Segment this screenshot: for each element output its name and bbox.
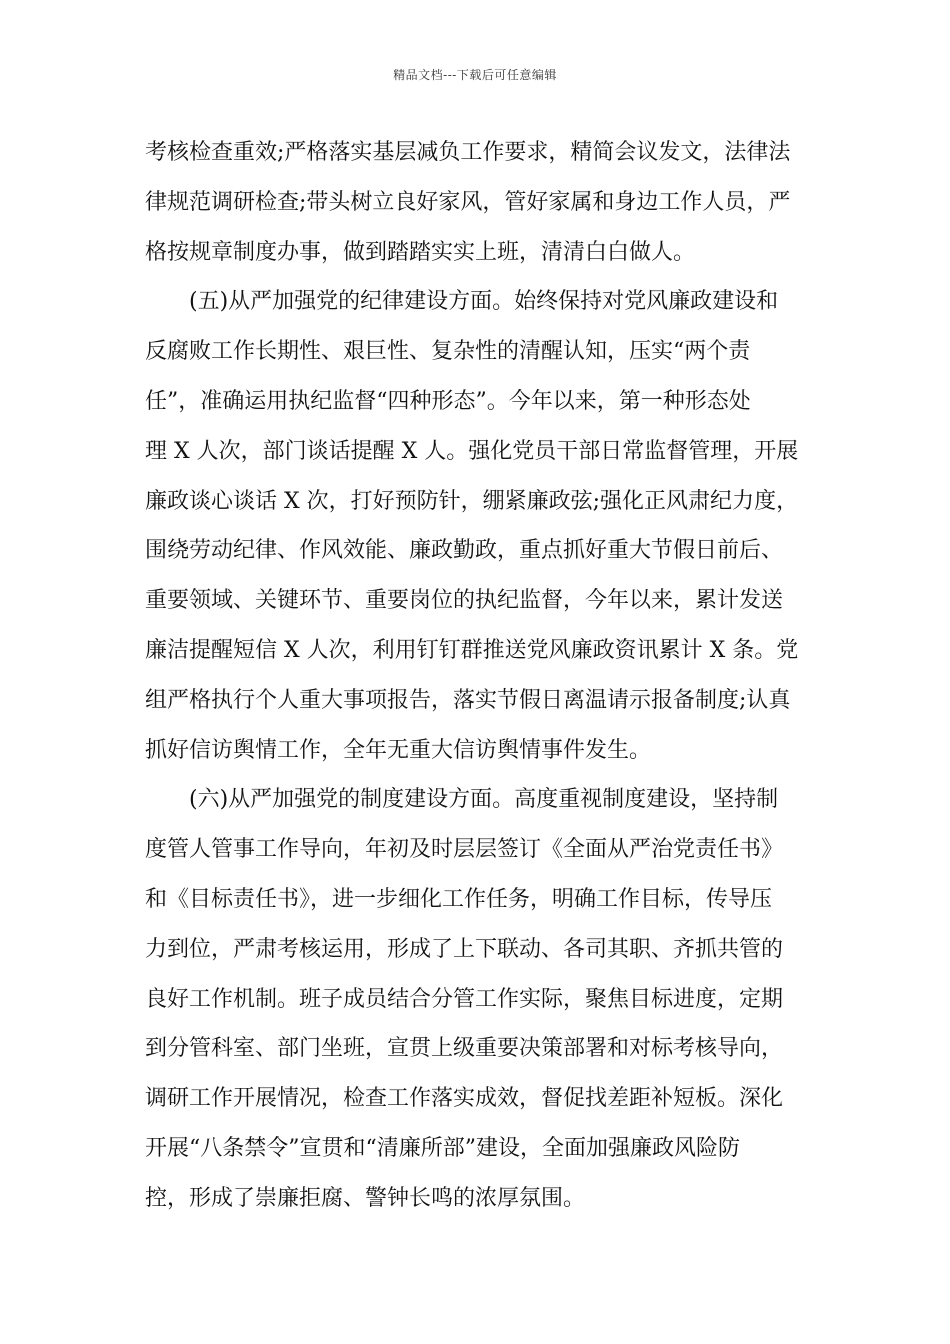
text-line: 格按规章制度办事，做到踏踏实实上班，清清白白做人。: [145, 239, 696, 265]
paragraph-continuation: [145, 128, 809, 277]
text-line: 度管人管事工作导向，年初及时层层签订《全面从严治党责任书》: [145, 837, 784, 863]
text-line: 廉政谈心谈话 X 次，打好预防针，绷紧廉政弦;强化正风肃纪力度，: [145, 488, 799, 514]
text-line: 到分管科室、部门坐班，宣贯上级重要决策部署和对标考核导向，: [145, 1036, 784, 1062]
text-line: 反腐败工作长期性、艰巨性、复杂性的清醒认知，压实“两个责: [145, 339, 751, 365]
text-line: 任”，准确运用执纪监督“四种形态”。今年以来，第一种形态处: [145, 388, 751, 414]
text-line: 和《目标责任书》，进一步细化工作任务，明确工作目标，传导压: [145, 886, 773, 912]
text-line: 抓好信访舆情工作，全年无重大信访舆情事件发生。: [145, 737, 652, 763]
text-line: 控，形成了崇廉拒腐、警钟长鸣的浓厚氛围。: [145, 1185, 586, 1211]
page-header: 精品文档---下载后可任意编辑: [393, 68, 557, 82]
paragraph-discipline: [145, 277, 809, 775]
text-line: 围绕劳动纪律、作风效能、廉政勤政，重点抓好重大节假日前后、: [145, 538, 784, 564]
text-line: 组严格执行个人重大事项报告，落实节假日离温请示报备制度;认真: [145, 687, 791, 713]
text-line: 重要领域、关键环节、重要岗位的执纪监督，今年以来，累计发送: [145, 588, 784, 614]
document-body: [145, 128, 809, 1224]
text-line: (五)从严加强党的纪律建设方面。始终保持对党风廉政建设和: [189, 289, 779, 315]
text-line: 力到位，严肃考核运用，形成了上下联动、各司其职、齐抓共管的: [145, 936, 784, 962]
text-line: 良好工作机制。班子成员结合分管工作实际，聚焦目标进度，定期: [145, 986, 784, 1012]
text-line: 理 X 人次，部门谈话提醒 X 人。强化党员干部日常监督管理，开展: [145, 438, 799, 464]
text-line: (六)从严加强党的制度建设方面。高度重视制度建设，坚持制: [189, 787, 779, 813]
text-line: 律规范调研检查;带头树立良好家风，管好家属和身边工作人员，严: [145, 189, 791, 215]
text-line: 开展“八条禁令”宣贯和“清廉所部”建设，全面加强廉政风险防: [145, 1135, 740, 1161]
paragraph-institution: [145, 775, 809, 1223]
text-line: 考核检查重效;严格落实基层减负工作要求，精简会议发文，法律法: [145, 140, 791, 165]
text-line: 调研工作开展情况，检查工作落实成效，督促找差距补短板。深化: [145, 1086, 784, 1112]
text-line: 廉洁提醒短信 X 人次，利用钉钉群推送党风廉政资讯累计 X 条。党: [145, 637, 799, 663]
